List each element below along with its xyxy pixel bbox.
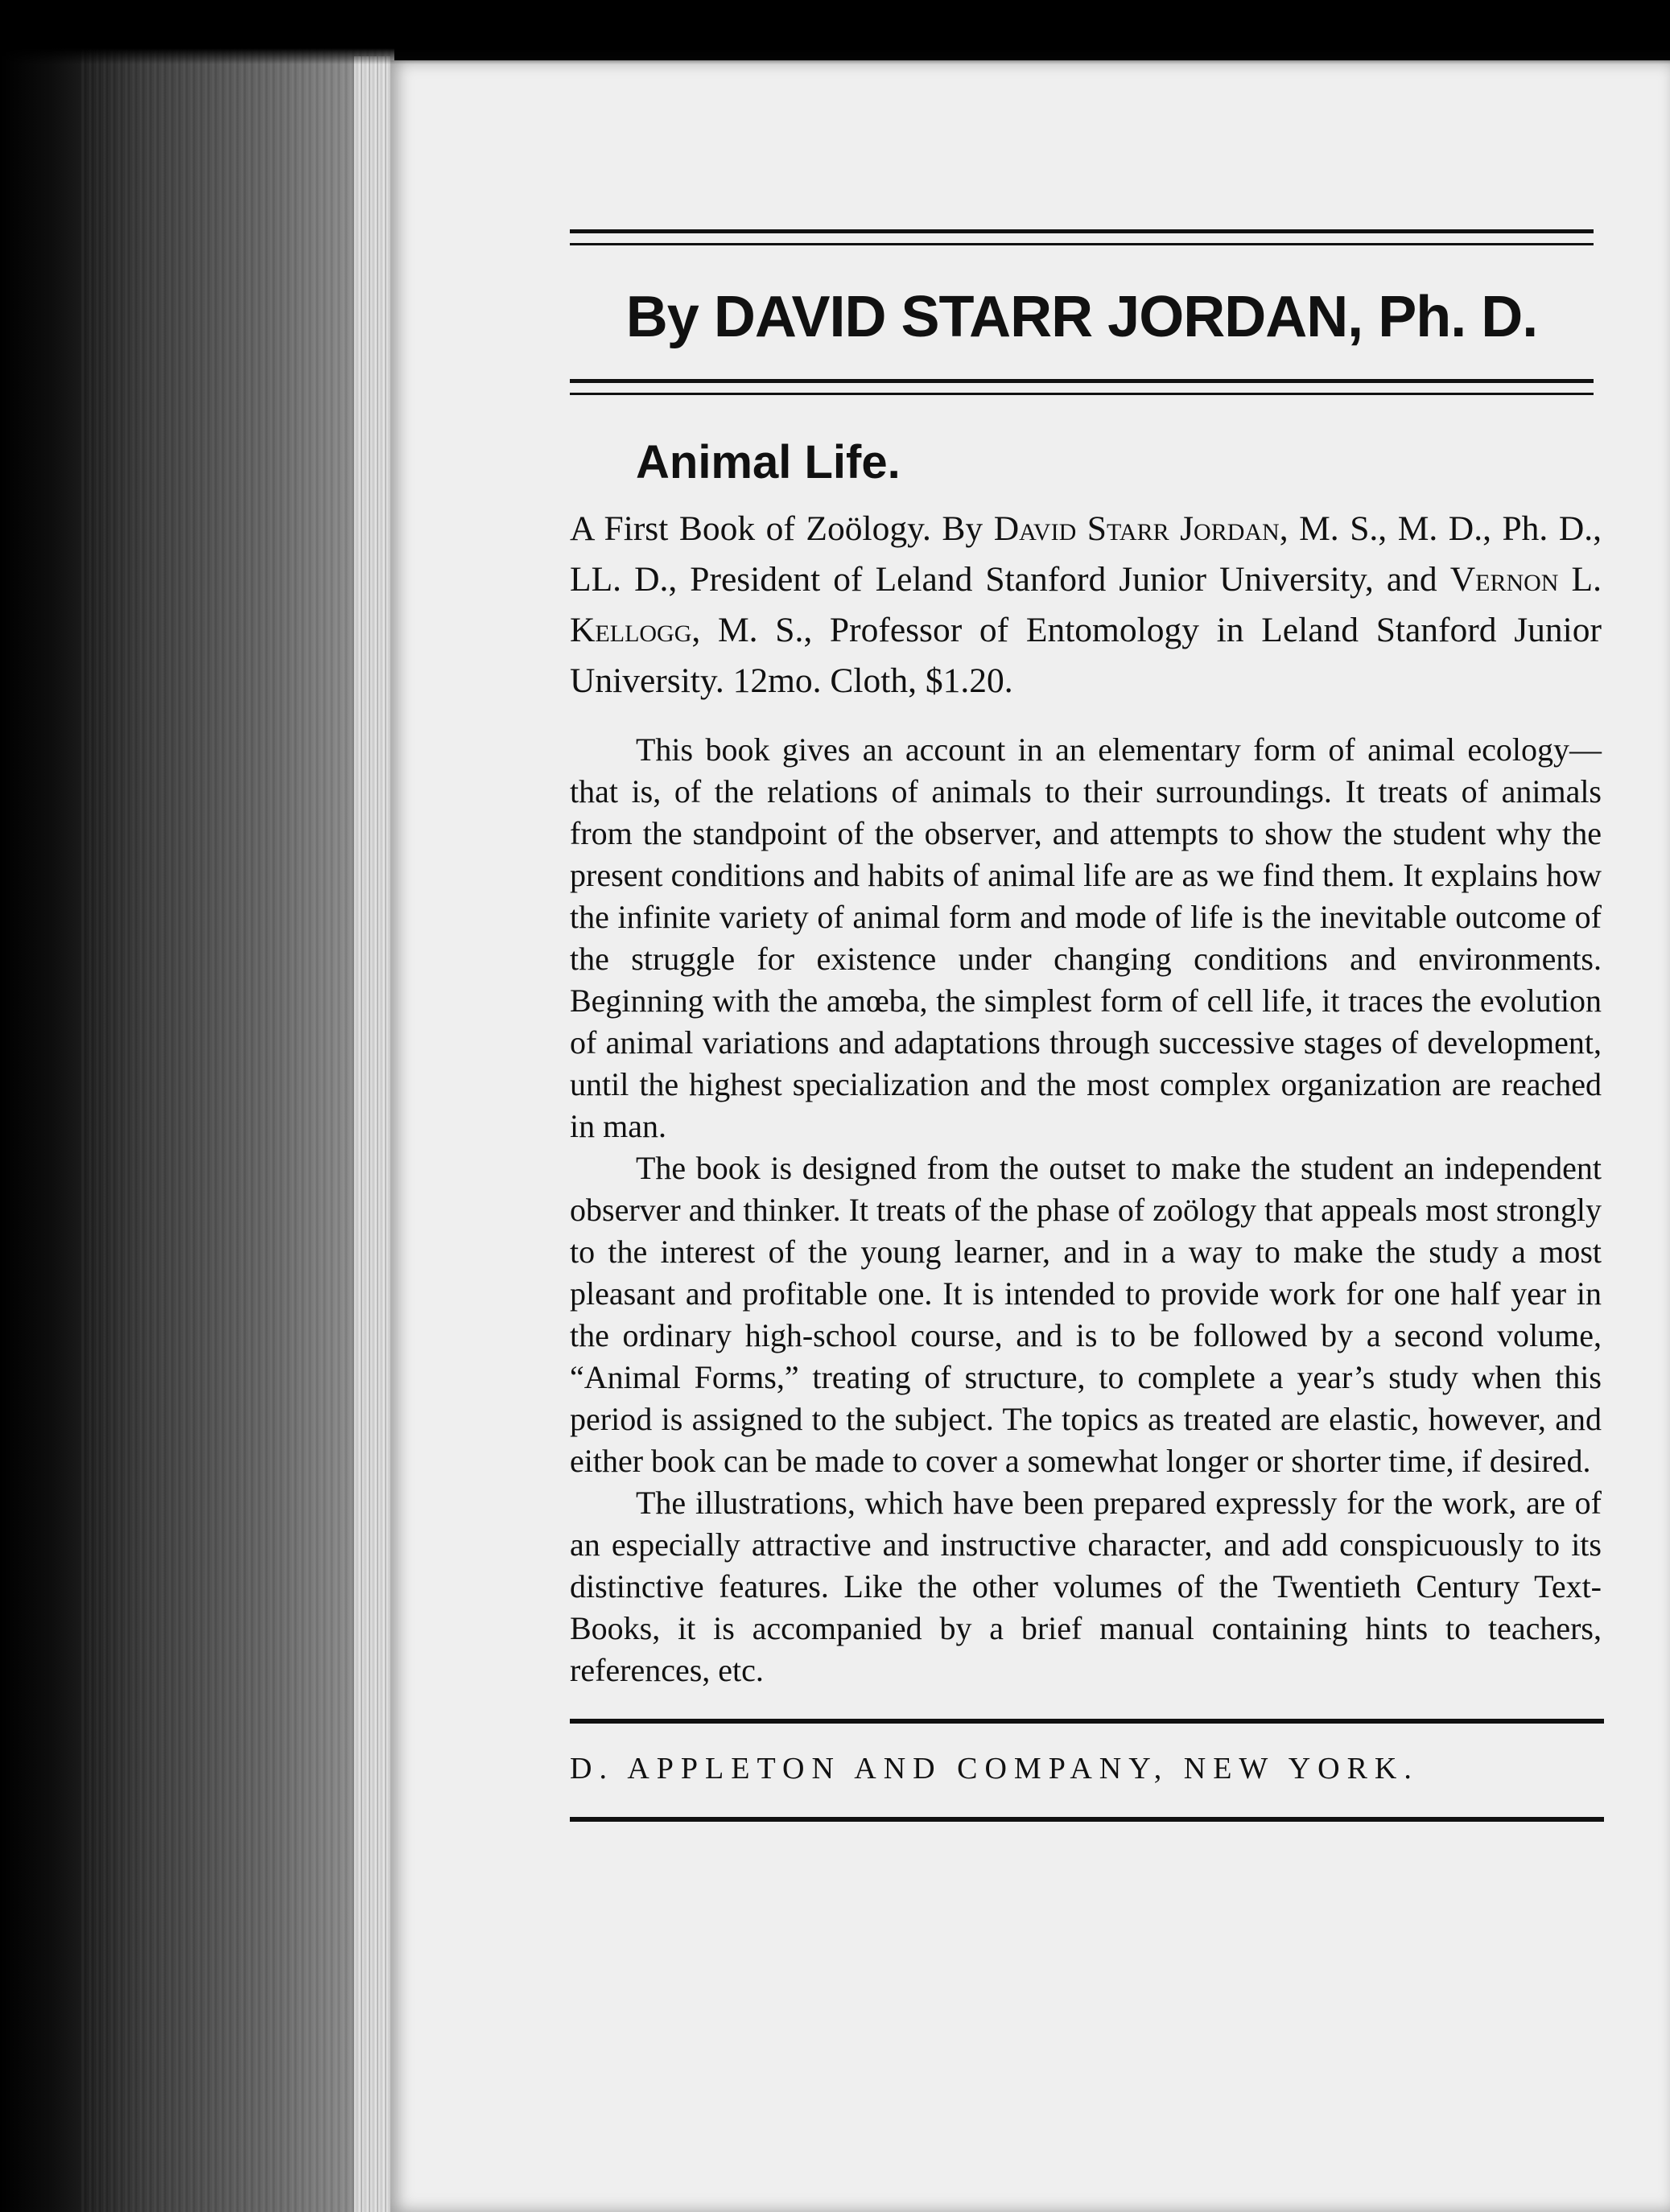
top-double-rule [570, 229, 1594, 245]
author-name-jordan: David Starr Jordan [993, 509, 1280, 548]
publisher-imprint: D. APPLETON AND COMPANY, NEW YORK. [570, 1752, 1419, 1786]
advertisement-content [570, 229, 1604, 1822]
book-title: Animal Life. [636, 436, 901, 488]
page-edge-strip [354, 56, 390, 2212]
book-body [570, 729, 1602, 1691]
body-paragraph: This book gives an account in an elementary form of animal ecology—that is, of the relations of animals to their surroundings. It treats of animals from the standpoint of the observer, and attempts to show the student why the present conditions and habits of animal life are as we find them. It explains how the infinite variety of animal form and mode of life is the inevitable outcome of the struggle for existence under changing conditions and environments. Beginning with the amœba, the simplest form of cell life, it traces the evolution of animal variations and adaptations through successive stages of development, until the highest specialization and the most complex organization are reached in man. [570, 731, 1602, 1144]
body-paragraph: The illustrations, which have been prepared expressly for the work, are of an especially attractive and instructive character, and add conspicuously to its distinctive features. Like the other volumes of the Twentieth Century Text-Books, it is accompanied by a brief manual containing hints to teachers, references, etc. [570, 1485, 1602, 1688]
footer-rule-top [570, 1719, 1604, 1724]
author-name-kellogg: Vernon L. Kellogg [570, 560, 1602, 649]
body-paragraph: The book is designed from the outset to make the student an independent observer and thinker. It treats of the phase of zoölogy that appeals most strongly to the interest of the young learner, and in a way to make the study a most pleasant and profitable one. It is intended to provide work for one half year in the ordinary high-school course, and is to be followed by a second volume, “Animal Forms,” treating of structure, to complete a year’s study when this period is assigned to the subject. The topics as treated are elastic, however, and either book can be made to cover a somewhat longer or shorter time, if desired. [570, 1150, 1602, 1479]
book-description [570, 504, 1602, 706]
book-binding-shadow [0, 0, 85, 2212]
author2-details: , M. S., Professor of Entomology in Leland Stanford Junior University. 12mo. Cloth, $1.20. [570, 611, 1602, 700]
author-heading: By DAVID STARR JORDAN, Ph. D. [625, 285, 1538, 349]
description-intro: A First Book of Zoölogy. By [570, 509, 994, 548]
heading-double-rule [570, 379, 1594, 395]
footer-rule-bottom [570, 1817, 1604, 1822]
author1-details: , M. S., M. D., Ph. D., LL. D., President of Leland Stanford Junior University, and [570, 509, 1602, 599]
top-shadow [0, 0, 1670, 64]
book-page-edges [80, 48, 394, 2212]
